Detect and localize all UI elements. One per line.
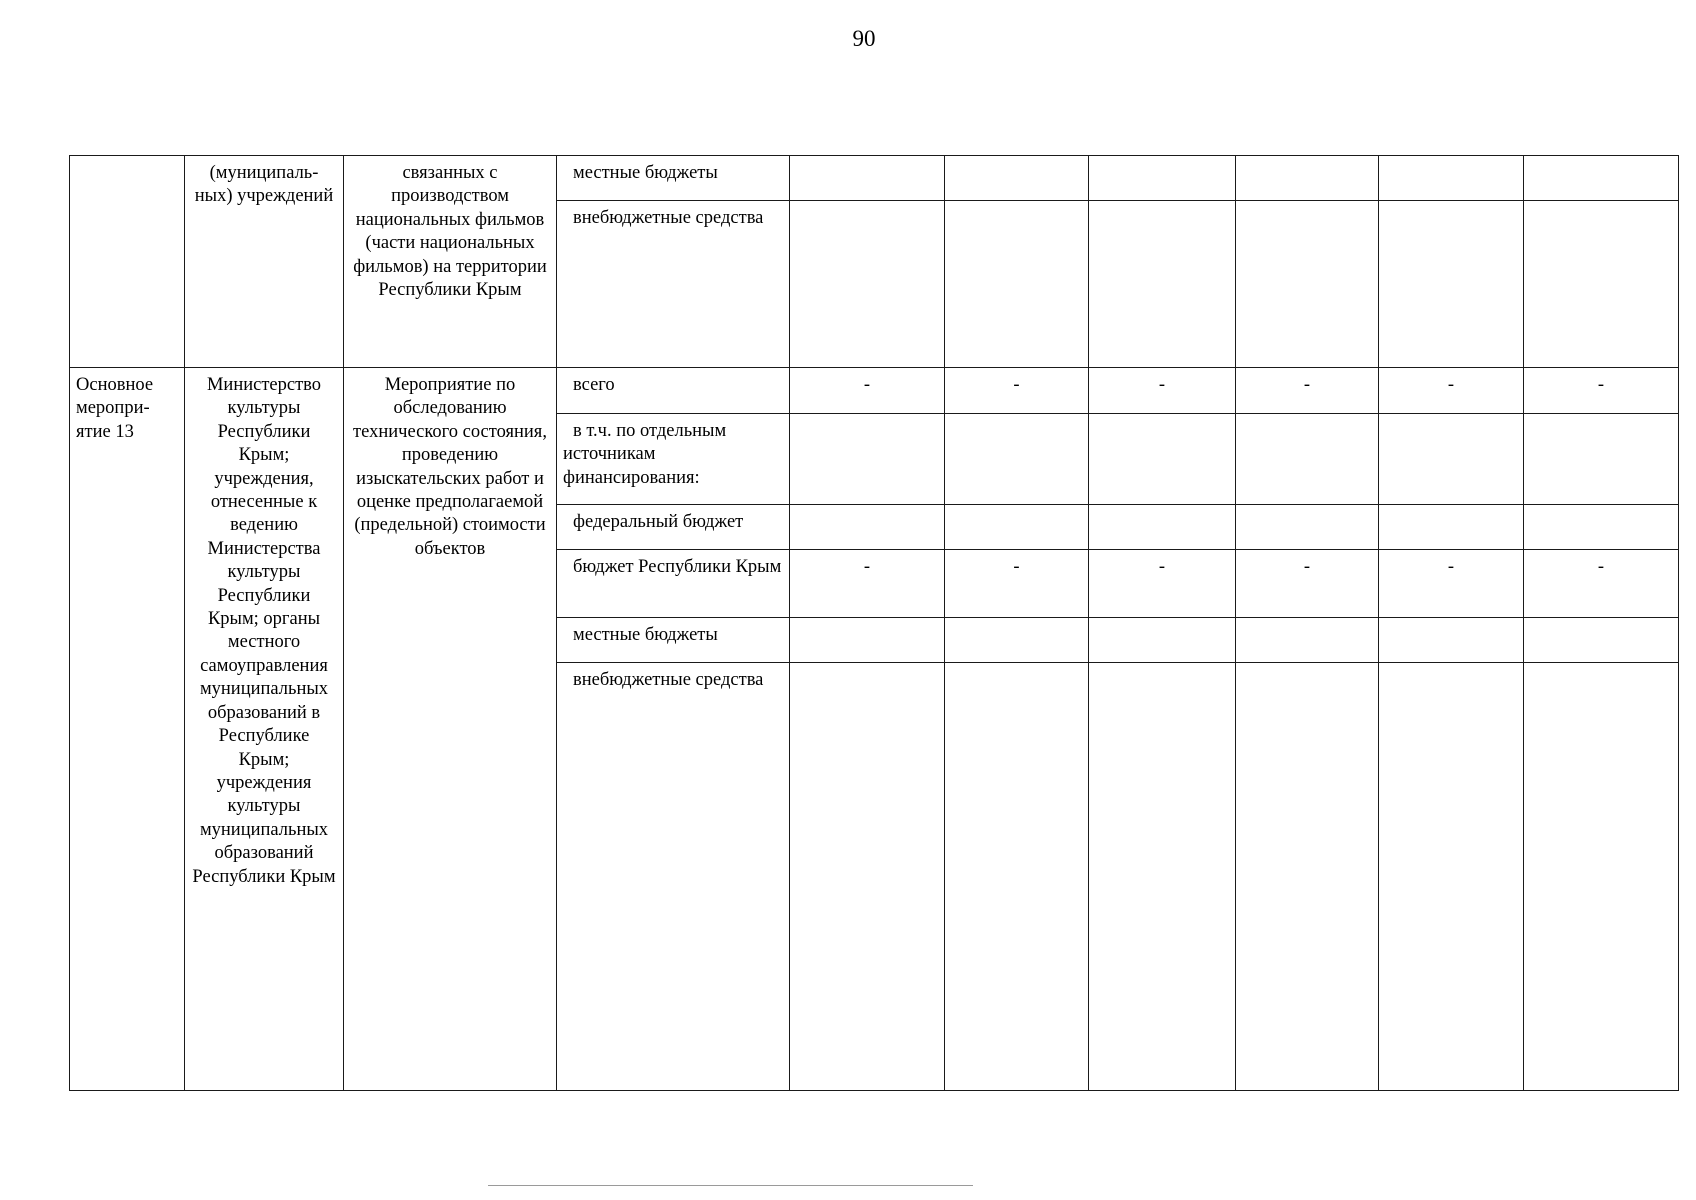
value-cell: - [1236, 550, 1379, 618]
value-cell [790, 618, 945, 663]
funding-source-label: всего [573, 375, 615, 395]
value-cell [790, 505, 945, 550]
funding-source-cell [557, 663, 790, 1091]
value-cell [1089, 201, 1236, 368]
value-cell [1236, 156, 1379, 201]
value-cell [1524, 663, 1679, 1091]
value-cell [945, 414, 1089, 505]
value-cell: - [945, 550, 1089, 618]
value-cell [1236, 201, 1379, 368]
value-cell [1524, 414, 1679, 505]
funding-source-cell [557, 618, 790, 663]
value-cell [945, 663, 1089, 1091]
value-cell [945, 156, 1089, 201]
funding-source-label: внебюджетные средства [573, 670, 764, 690]
value-cell [1524, 156, 1679, 201]
activity-code-cell: Основное меропри-ятие 13 [70, 368, 185, 1091]
executor-cell: Министерство культуры Республики Крым; учреждения, отнесенные к ведению Министерства культуры Республики Крым; органы местного самоуправления муниципальных образований в Республике Крым; учреждения культуры муниципальных образований Республики Крым [185, 368, 344, 1091]
activity-name-cell: связанных с производством национальных фильмов (части национальных фильмов) на территории Республики Крым [344, 156, 557, 368]
table-row [70, 156, 1679, 201]
value-cell [945, 201, 1089, 368]
value-cell [1089, 414, 1236, 505]
value-cell: - [1379, 368, 1524, 414]
value-cell: - [1236, 368, 1379, 414]
value-cell [1089, 505, 1236, 550]
funding-source-cell [557, 368, 790, 414]
value-cell [1524, 618, 1679, 663]
value-cell: - [790, 550, 945, 618]
funding-source-cell [557, 550, 790, 618]
value-cell [790, 156, 945, 201]
value-cell [790, 414, 945, 505]
value-cell: - [1089, 368, 1236, 414]
value-cell: - [1524, 368, 1679, 414]
funding-source-label: в т.ч. по отдельным источникам финансирования: [563, 421, 727, 488]
value-cell [1379, 505, 1524, 550]
value-cell [1236, 618, 1379, 663]
funding-source-label: бюджет Республики Крым [573, 557, 782, 577]
value-cell [1089, 663, 1236, 1091]
value-cell [1379, 414, 1524, 505]
funding-source-cell [557, 505, 790, 550]
value-cell [1524, 505, 1679, 550]
value-cell: - [1379, 550, 1524, 618]
funding-source-label: федеральный бюджет [573, 512, 744, 532]
value-cell [1089, 618, 1236, 663]
bottom-rule [488, 1185, 973, 1186]
value-cell: - [1524, 550, 1679, 618]
value-cell: - [945, 368, 1089, 414]
funding-source-label: местные бюджеты [573, 163, 718, 183]
value-cell: - [790, 368, 945, 414]
value-cell [1524, 201, 1679, 368]
value-cell [1236, 505, 1379, 550]
value-cell [790, 663, 945, 1091]
value-cell [1379, 618, 1524, 663]
value-cell [790, 201, 945, 368]
executor-cell: (муниципаль-ных) учреждений [185, 156, 344, 368]
value-cell [1236, 414, 1379, 505]
value-cell [1379, 663, 1524, 1091]
budget-table [69, 155, 1679, 1091]
table-row [70, 368, 1679, 414]
value-cell [1379, 156, 1524, 201]
value-cell [1089, 156, 1236, 201]
funding-source-cell [557, 414, 790, 505]
value-cell: - [1089, 550, 1236, 618]
value-cell [945, 505, 1089, 550]
activity-name-cell: Мероприятие по обследованию технического состояния, проведению изыскательских работ и оценке предполагаемой (предельной) стоимости объектов [344, 368, 557, 1091]
activity-code-cell [70, 156, 185, 368]
funding-source-label: местные бюджеты [573, 625, 718, 645]
funding-source-cell [557, 201, 790, 368]
page-number: 90 [852, 26, 876, 51]
value-cell [1236, 663, 1379, 1091]
funding-source-cell [557, 156, 790, 201]
value-cell [945, 618, 1089, 663]
funding-source-label: внебюджетные средства [573, 208, 764, 228]
value-cell [1379, 201, 1524, 368]
